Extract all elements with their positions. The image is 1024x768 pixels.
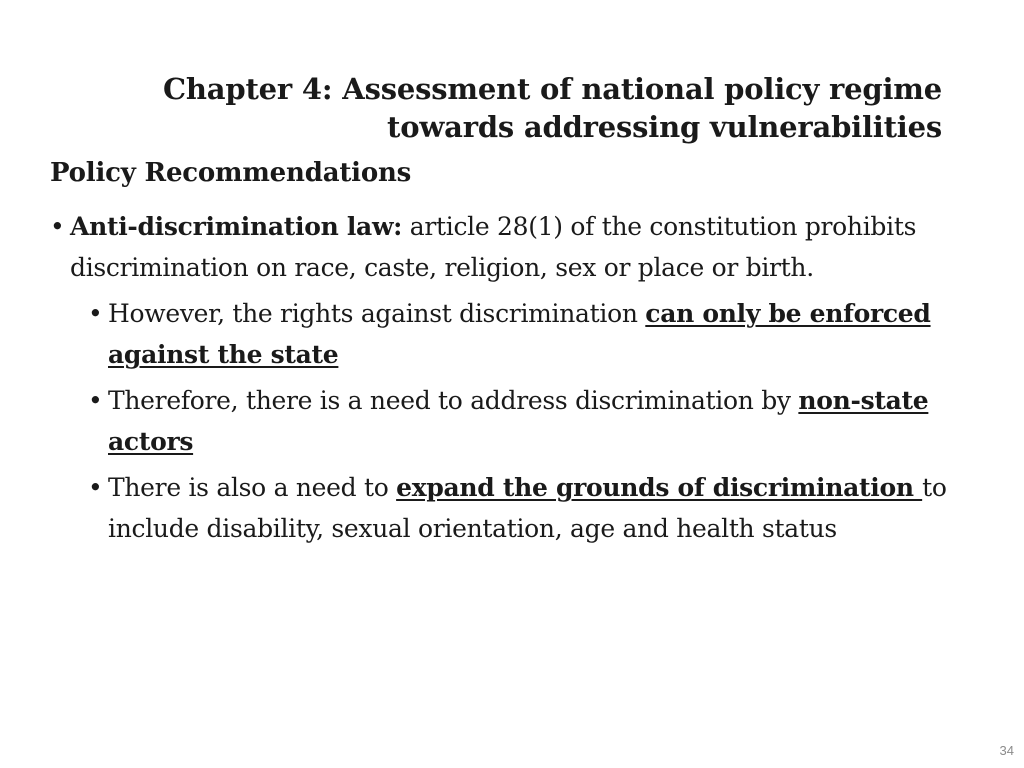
page-number: 34 [999, 743, 1014, 758]
list-item [50, 206, 950, 288]
bullet-icon: • [88, 299, 103, 328]
bullet-icon: • [88, 473, 103, 502]
bullet-list [50, 206, 950, 554]
sub-point-text: Therefore, there is a need to address discrimination by [108, 386, 799, 415]
sub-point-text: However, the rights against discrimination [108, 299, 646, 328]
main-point-text: article 28(1) of the constitution prohibits discrimination on race, caste, religion, sex or place or birth. [70, 212, 917, 282]
sub-point-text: There is also a need to [108, 473, 397, 502]
sub-list-item [88, 380, 950, 462]
sub-list-item [88, 467, 950, 549]
sub-point-emphasis: expand the grounds of discrimination [396, 473, 923, 502]
sub-list-item [88, 293, 950, 375]
sub-point-emphasis: can only be enforced against the state [108, 299, 931, 369]
section-heading: Policy Recommendations [50, 158, 412, 188]
sub-point-text-after: to include disability, sexual orientation, age and health status [108, 473, 947, 543]
main-point-label: Anti-discrimination law: [70, 212, 403, 241]
bullet-icon: • [88, 386, 103, 415]
sub-point-emphasis: non-state actors [108, 386, 929, 456]
bullet-icon: • [50, 212, 65, 241]
slide-title-line-1: Chapter 4: Assessment of national policy regime [163, 72, 942, 106]
slide-title [82, 70, 942, 146]
slide-title-line-2: towards addressing vulnerabilities [387, 110, 942, 144]
